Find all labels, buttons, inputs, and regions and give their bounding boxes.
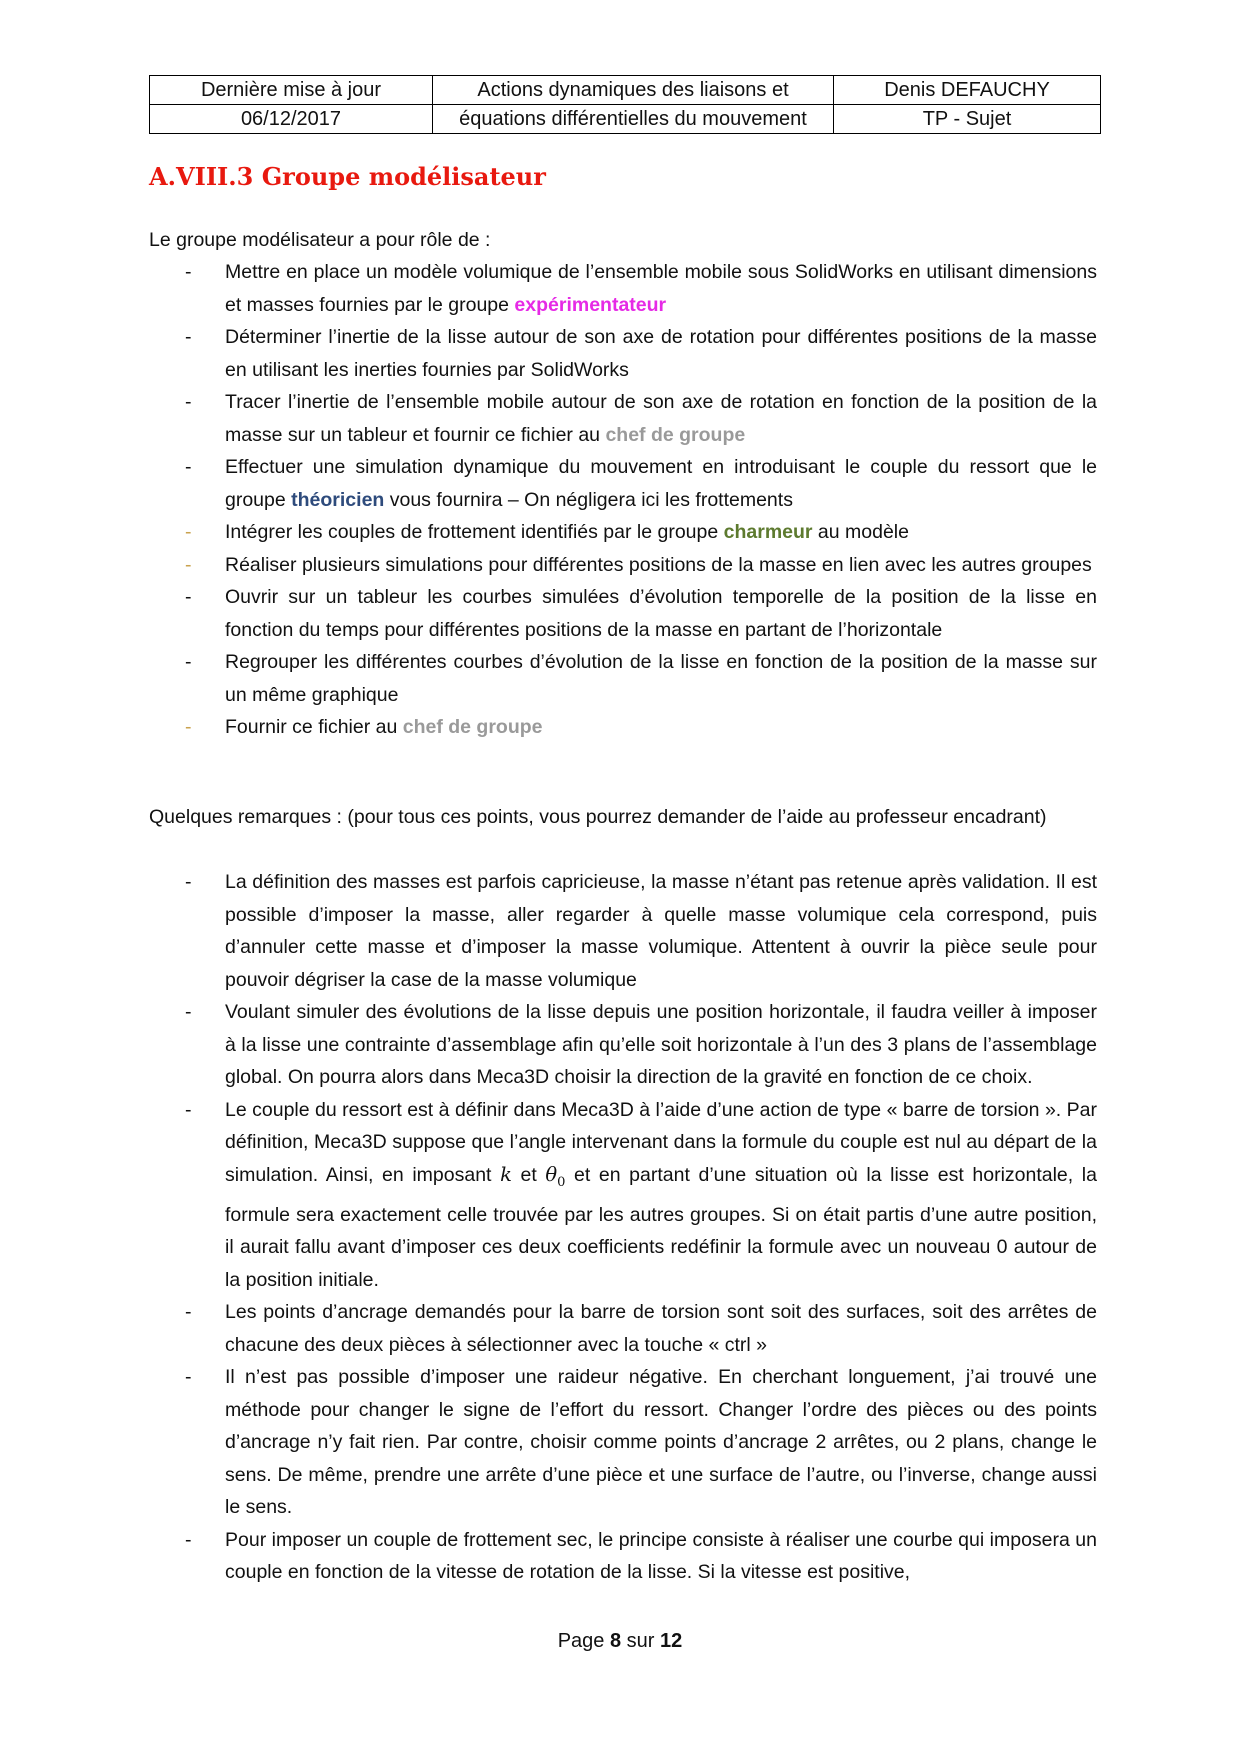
- list-dash: -: [185, 391, 192, 413]
- footer-page-word: Page: [557, 1630, 605, 1652]
- list-item: - Fournir ce fichier au chef de groupe: [149, 711, 1097, 744]
- group-charmeur: charmeur: [723, 521, 813, 543]
- list-dash: -: [185, 1301, 192, 1324]
- group-theoricien: théoricien: [291, 488, 385, 511]
- list-dash: -: [185, 456, 192, 478]
- list-dash: -: [185, 1528, 192, 1551]
- header-doc-type: TP - Sujet: [834, 105, 1101, 134]
- list-item: - Déterminer l’inertie de la lisse autour de son axe de rotation pour différentes positions de la masse en utilisant les inerties fournies par SolidWorks: [149, 321, 1097, 386]
- list-dash: -: [185, 871, 192, 893]
- list-dash: -: [185, 553, 192, 576]
- roles-intro: Le groupe modélisateur a pour rôle de :: [149, 229, 491, 251]
- list-dash: -: [185, 1366, 192, 1389]
- list-dash: -: [185, 716, 192, 738]
- list-dash: -: [185, 521, 192, 543]
- group-experimentateur: expérimentateur: [514, 293, 667, 316]
- footer-page-number: 8: [609, 1630, 622, 1652]
- list-item: - Ouvrir sur un tableur les courbes simulées d’évolution temporelle de la position de la lisse en fonction du temps pour différentes positions de la masse en partant de l’horizontale: [149, 581, 1097, 646]
- list-dash: -: [185, 261, 192, 283]
- header-title-line2: équations différentielles du mouvement: [433, 105, 834, 134]
- list-item: - Les points d’ancrage demandés pour la barre de torsion sont soit des surfaces, soit des arrêtes de chacune des deux pièces à sélectionner avec la touche « ctrl »: [149, 1296, 1097, 1361]
- page-footer: [0, 1627, 1240, 1655]
- header-title-line1: Actions dynamiques des liaisons et: [433, 76, 834, 105]
- list-dash: -: [185, 586, 192, 608]
- roles-list: [149, 256, 1097, 744]
- footer-of-word: sur: [626, 1630, 655, 1652]
- list-item: - Regrouper les différentes courbes d’évolution de la lisse en fonction de la position de la masse sur un même graphique: [149, 646, 1097, 711]
- section-title: A.VIII.3 Groupe modélisateur: [149, 162, 546, 191]
- list-dash: -: [185, 651, 192, 673]
- list-item: - La définition des masses est parfois capricieuse, la masse n’étant pas retenue après validation. Il est possible d’imposer la masse, aller regarder à quelle masse volumique cela correspond, puis d’annuler cette masse et d’imposer la masse volumique. Attentent à ouvrir la pièce seule pour pouvoir dégriser la case de la masse volumique: [149, 866, 1097, 996]
- list-item: - Voulant simuler des évolutions de la lisse depuis une position horizontale, il faudra veiller à imposer à la lisse une contrainte d’assemblage afin qu’elle soit horizontale à l’un des 3 plans de l’assemblage global. On pourra alors dans Meca3D choisir la direction de la gravité en fonction de ce choix.: [149, 996, 1097, 1094]
- list-item: - Intégrer les couples de frottement identifiés par le groupe charmeur au modèle: [149, 516, 1097, 549]
- header-last-update-label: Dernière mise à jour: [150, 76, 433, 105]
- group-chef-de-groupe: chef de groupe: [402, 716, 543, 738]
- remarks-intro: Quelques remarques : (pour tous ces points, vous pourrez demander de l’aide au professeur encadrant): [149, 806, 1047, 828]
- list-item: - Réaliser plusieurs simulations pour différentes positions de la masse en lien avec les autres groupes: [149, 549, 1097, 582]
- group-chef-de-groupe: chef de groupe: [605, 423, 746, 446]
- list-item: - Pour imposer un couple de frottement sec, le principe consiste à réaliser une courbe qui imposera un couple en fonction de la vitesse de rotation de la lisse. Si la vitesse est positive,: [149, 1524, 1097, 1589]
- list-dash: -: [185, 326, 192, 348]
- remarks-list: [149, 866, 1097, 1589]
- list-item: - Il n’est pas possible d’imposer une raideur négative. En cherchant longuement, j’ai trouvé une méthode pour changer le signe de l’effort du ressort. Changer l’ordre des pièces ou des points d’ancrage n’y fait rien. Par contre, choisir comme points d’ancrage 2 arrêtes, ou 2 plans, change le sens. De même, prendre une arrête d’une pièce et une surface de l’autre, ou l’inverse, change aussi le sens.: [149, 1361, 1097, 1524]
- header-author: Denis DEFAUCHY: [834, 76, 1101, 105]
- variable-theta0: $\theta_0$: [545, 1162, 566, 1190]
- header-date: 06/12/2017: [150, 105, 433, 134]
- list-item: - Le couple du ressort est à définir dans Meca3D à l’aide d’une action de type « barre de torsion ». Par définition, Meca3D suppose que l’angle intervenant dans la formule du couple est nul au départ de la simulation. Ainsi, en imposant k et $\theta_0$ et en partant d’une situation où la lisse est horizontale, la formule sera exactement celle trouvée par les autres groupes. Si on était partis d’une autre position, il aurait fallu avant d’imposer ces deux coefficients redéfinir la formule avec un nouveau 0 autour de la position initiale.: [149, 1094, 1097, 1297]
- list-dash: -: [185, 1098, 192, 1121]
- list-dash: -: [185, 1001, 192, 1023]
- list-item: - Effectuer une simulation dynamique du mouvement en introduisant le couple du ressort que le groupe théoricien vous fournira – On négligera ici les frottements: [149, 451, 1097, 516]
- list-item: - Mettre en place un modèle volumique de l’ensemble mobile sous SolidWorks en utilisant dimensions et masses fournies par le groupe expérimentateur: [149, 256, 1097, 321]
- variable-k: k: [500, 1162, 512, 1186]
- header-table: [149, 75, 1101, 134]
- list-item: - Tracer l’inertie de l’ensemble mobile autour de son axe de rotation en fonction de la position de la masse sur un tableur et fournir ce fichier au chef de groupe: [149, 386, 1097, 451]
- footer-page-total: 12: [660, 1630, 683, 1652]
